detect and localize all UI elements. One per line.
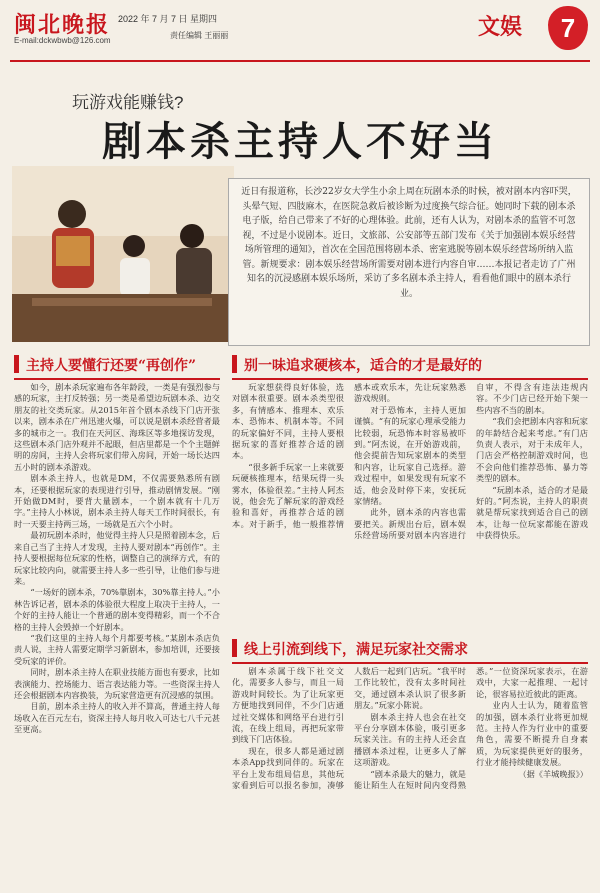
paragraph: 对于恐怖本，主持人更加谨慎。“有的玩家心理承受能力比较弱，玩恐怖本时容易被吓到。”阿杰说，在开始游戏前，他会提前告知玩家剧本的类型和内容，让玩家自己选择。游戏过程中，如果发现有玩家不适，他会及时停下来，安抚玩家情绪。 bbox=[354, 404, 466, 507]
paragraph: 最初玩剧本杀时，他觉得主持人只是照着剧本念，后来自己当了主持人才发现，主持人要对剧本“再创作”。主持人要根据每位玩家的性格，调整自己的演绎方式，有的玩家比较内向，就需要主持人多一些引导，让他们参与进来。 bbox=[14, 530, 220, 586]
section-header-host bbox=[14, 352, 220, 380]
paragraph: 剧本杀主持人，也就是DM，不仅需要熟悉所有剧本，还要根据玩家的表现进行引导，推动剧情发展。“刚开始做DM时，要背大量剧本，一个剧本就有十几万字。”主持人小林说，剧本杀主持人每天工作时间很长，有时一天要主持两三场，一场就是五六个小时。 bbox=[14, 473, 220, 529]
section-header-choice bbox=[232, 352, 588, 380]
section-body-choice bbox=[232, 382, 588, 632]
paragraph: 玩家想获得良好体验，选对剧本很重要。剧本杀类型很多，有情感本、推理本、欢乐本、恐怖本、机制本等。不同的玩家偏好不同，主持人要根据玩家的喜好推荐合适的剧本。 bbox=[232, 382, 344, 461]
section-body-social bbox=[232, 666, 588, 884]
section-marker bbox=[232, 355, 237, 373]
paragraph: 现在，很多人都是通过剧本杀App找到同伴的。玩家在平台上发布组局信息，其他玩家看到后可以报名参加，凑够人数后一起到门店玩。“我平时工作比较忙，没有太多时间社交，通过剧本杀认识了很多新朋友。”玩家小陈说。 bbox=[232, 666, 466, 791]
paragraph: “玩剧本杀，适合的才是最好的。”阿杰说，主持人的职责就是帮玩家找到适合自己的剧本，让每一位玩家都能在游戏中获得快乐。 bbox=[476, 484, 588, 541]
section-title-social: 线上引流到线下，满足玩家社交需求 bbox=[244, 642, 468, 658]
article-headline: 剧本杀主持人不好当 bbox=[102, 118, 498, 165]
section-marker bbox=[232, 639, 237, 657]
paragraph: 剧本杀主持人也会在社交平台分享剧本体验，吸引更多玩家关注。有的主持人还会直播剧本杀过程，让更多人了解这项游戏。 bbox=[354, 711, 466, 768]
article-byline: （据《羊城晚报》） bbox=[518, 768, 588, 779]
paragraph: 同时，剧本杀主持人在职业技能方面也有要求，比如表演能力、控场能力、语言表达能力等。一些资深主持人还会根据剧本内容换装，为玩家营造更有沉浸感的氛围。 bbox=[14, 667, 220, 700]
paragraph: “我们这里的主持人每个月都要考核。”某剧本杀店负责人说，主持人需要定期学习新剧本，参加培训，还要接受玩家的评价。 bbox=[14, 632, 220, 666]
summary-text: 近日有报道称，长沙22岁女大学生小余上周在玩剧本杀的时候，被对剧本内容吓哭，头晕气短、四肢麻木，在医院急救后被诊断为过度换气综合征。她同时下载的剧本杀电子版，给自己带来了不好的心理体验。此前，还有人认为，对剧本杀的监管不可忽视，不过是小说剧本。近日，文旅部、公安部等五部门发布《关于加强剧本娱乐经营场所管理的通知》，首次在全国范围将剧本杀、密室逃脱等剧本娱乐经营场所纳入监管。新规要求：剧本娱乐经营场所需要对剧本进行内容自审……本报记者走访了广州知名的沉浸感剧本娱乐场所，采访了多名剧本杀主持人，看看他们眼中的剧本杀行业。 bbox=[241, 187, 577, 299]
photo-illustration bbox=[12, 166, 234, 342]
section-title: 文娱 bbox=[478, 14, 523, 40]
section-body-host bbox=[14, 382, 220, 882]
paragraph: 目前，剧本杀主持人的收入并不算高，普通主持人每场收入在百元左右，资深主持人每月收入可达七八千元甚至更高。 bbox=[14, 701, 220, 735]
paragraph: 业内人士认为，随着监管的加强，剧本杀行业将更加规范。主持人作为行业中的重要角色，需要不断提升自身素质，为玩家提供更好的服务，行业才能持续健康发展。 bbox=[476, 700, 588, 768]
paragraph: “剧本杀最大的魅力，就是能让陌生人在短时间内变得熟悉。”一位资深玩家表示，在游戏中，大家一起推理、一起讨论，很容易拉近彼此的距离。 bbox=[354, 666, 588, 791]
section-marker bbox=[14, 355, 19, 373]
paragraph: “很多新手玩家一上来就要玩硬核推理本，结果玩得一头雾水，体验很差。”主持人阿杰说，他会先了解玩家的游戏经验和喜好，再推荐合适的剧本。对于新手，他一般推荐情感本或欢乐本，先让玩家熟悉游戏规则。 bbox=[232, 382, 466, 529]
contact-email: E-mail:dckwbwb@126.com bbox=[14, 36, 111, 45]
paragraph: 此外，剧本杀的内容也需要把关。新规出台后，剧本娱乐经营场所要对剧本内容进行自审，不得含有违法违规内容。不少门店已经开始下架一些内容不当的剧本。 bbox=[354, 382, 588, 541]
article-kicker: 玩游戏能赚钱? bbox=[72, 93, 184, 112]
page-number-badge: 7 bbox=[548, 6, 588, 50]
section-header-social bbox=[232, 636, 588, 664]
hero-photo bbox=[12, 166, 234, 342]
summary-box bbox=[228, 178, 590, 346]
section-title-choice: 别一味追求硬核本，适合的才是最好的 bbox=[244, 358, 482, 374]
publication-date: 2022 年 7 月 7 日 星期四 bbox=[118, 14, 218, 24]
paragraph: 剧本杀属于线下社交文化，需要多人参与，而且一局游戏时间较长。为了让玩家更方便地找到同伴，不少门店通过社交媒体和网络平台进行引流，在线上组局，再把玩家带到线下门店体验。 bbox=[232, 666, 344, 745]
newspaper-logo: 闽北晚报 bbox=[14, 12, 111, 38]
page-editor: 责任编辑 王丽丽 bbox=[170, 31, 229, 40]
paragraph: “一场好的剧本杀，70%靠剧本，30%靠主持人。”小林告诉记者，剧本杀的体验很大程度上取决于主持人，一个好的主持人能让一个普通的剧本变得精彩，而一个不合格的主持人会毁掉一个好剧本。 bbox=[14, 587, 220, 632]
masthead bbox=[0, 0, 600, 62]
paragraph: “我们会把剧本内容和玩家的年龄结合起来考虑。”有门店负责人表示，对于未成年人，门店会严格控制游戏时间，也不会向他们推荐恐怖、暴力等类型的剧本。 bbox=[476, 416, 588, 484]
section-title-host: 主持人要懂行还要“再创作” bbox=[26, 358, 197, 374]
paragraph: 如今，剧本杀玩家遍布各年龄段，一类是有强烈参与感的玩家，主打反转强；另一类是希望边玩剧本杀、边交朋友的社交类玩家。从2015年首个剧本杀线下门店开张以来，剧本杀在广州迅速火爆，可以说是剧本杀经营者最多的城市之一。我们在天河区、海珠区等多地探访发现，这些剧本杀门店外观并不起眼，但店里都是一个个主题鲜明的房间，主持人会将玩家们带入房间，开始一场长达四五小时的剧本杀游戏。 bbox=[14, 382, 220, 472]
masthead-divider bbox=[10, 60, 590, 62]
